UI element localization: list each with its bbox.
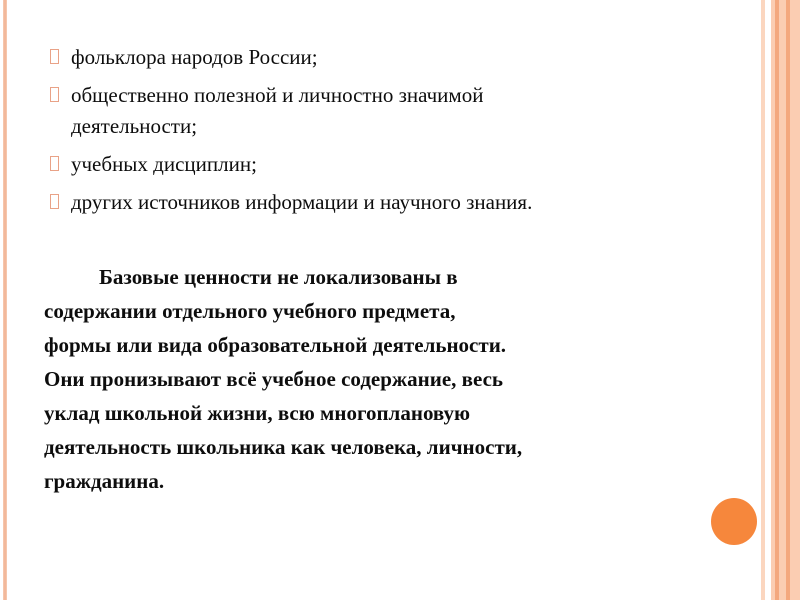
bullet-square-icon: [50, 156, 59, 171]
list-item-text: фольклора народов России;: [71, 45, 318, 69]
list-item-text: других источников информации и научного знания.: [71, 190, 533, 214]
list-item: [50, 149, 670, 180]
body-paragraph: [44, 260, 744, 498]
bullet-square-icon: [50, 49, 59, 64]
right-accent-bar-main: [771, 0, 800, 600]
list-item-text: учебных дисциплин;: [71, 152, 257, 176]
paragraph-line: формы или вида образовательной деятельности.: [44, 333, 507, 357]
list-item-text: деятельности;: [71, 114, 198, 138]
list-item: [50, 80, 670, 142]
bullet-square-icon: [50, 194, 59, 209]
list-item: [50, 187, 670, 218]
paragraph-line: уклад школьной жизни, всю многоплановую: [44, 401, 471, 425]
bullet-square-icon: [50, 87, 59, 102]
paragraph-line: гражданина.: [44, 469, 165, 493]
orange-circle-decoration: [711, 498, 757, 545]
paragraph-line: Базовые ценности не локализованы в: [99, 265, 458, 289]
paragraph-line: содержании отдельного учебного предмета,: [44, 299, 456, 323]
paragraph-line: деятельность школьника как человека, личности,: [44, 435, 523, 459]
right-accent-bar-thin: [761, 0, 765, 600]
list-item-text: общественно полезной и личностно значимой: [71, 83, 484, 107]
left-accent-line: [3, 0, 7, 600]
list-item: [50, 42, 670, 73]
paragraph-line: Они пронизывают всё учебное содержание, весь: [44, 367, 504, 391]
bullet-list: [50, 42, 670, 225]
